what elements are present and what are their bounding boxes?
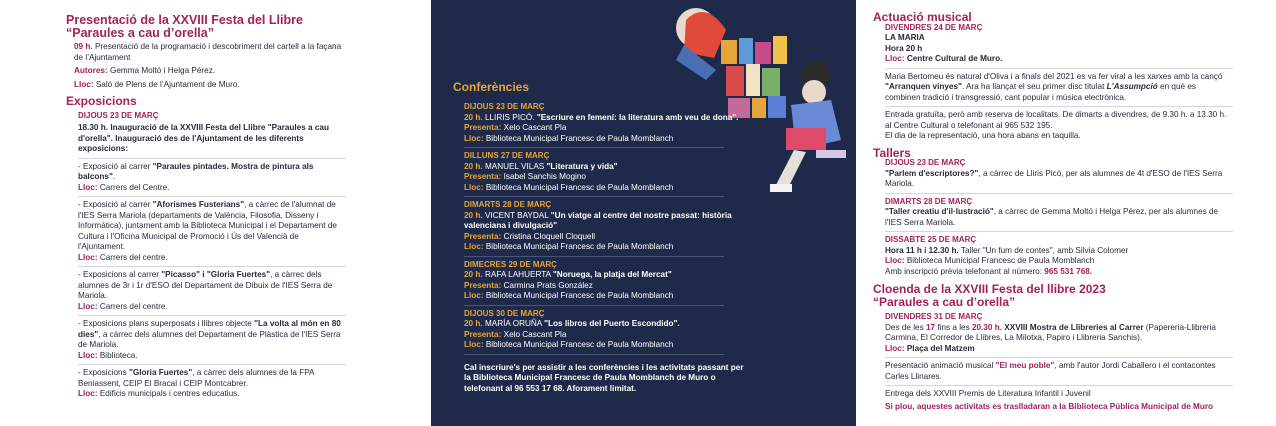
expo-item-lloc: Biblioteca. <box>99 350 138 360</box>
lloc-label: Lloc: <box>464 340 484 349</box>
conference-lloc: Biblioteca Municipal Francesc de Paula Momblanch <box>485 182 674 192</box>
cloenda-fair <box>885 323 1233 344</box>
conference-time: 20 h. <box>464 270 483 279</box>
conference-date: DIMECRES 29 DE MARÇ <box>464 259 557 269</box>
conference-talk <box>464 270 744 281</box>
expo-item-lloc: Carrers del Centre. <box>99 182 170 192</box>
music-description <box>885 72 1233 104</box>
music-date: DIVENDRES 24 DE MARÇ <box>885 22 983 32</box>
music-lloc: Centre Cultural de Muro. <box>906 54 1003 63</box>
left-column <box>66 14 346 400</box>
taller-date: DIMARTS 28 DE MARÇ <box>885 196 973 206</box>
divider <box>464 256 724 257</box>
music-album: L'Assumpció <box>1106 82 1158 91</box>
expo-item <box>78 368 346 389</box>
expo-item-pre: - Exposicions plans superposats i llibres objecte <box>78 319 255 328</box>
cloenda-subheading: “Paraules a cau d’orella” <box>873 295 1016 309</box>
conference-talk <box>464 113 744 124</box>
registration-note: Cal inscriure's per assistir a les conferències i les activitats passant per la Biblioteca Municipal Francesc de Paula Momblanch de Muro o telefonant al 96 553 17 68. Aforament limitat. <box>464 362 744 393</box>
expo-item-post: . <box>112 172 116 181</box>
conference-time: 20 h. <box>464 210 483 220</box>
expo-item-post: , a càrrec dels alumnes de la FPA Beniassent, CEIP El Bracal i CEIP Montcabrer. <box>78 368 315 388</box>
cloenda-show-title: "El meu poble" <box>995 361 1055 370</box>
divider <box>78 315 346 316</box>
conference-presenter: Xelo Cascant Pla <box>503 123 567 132</box>
conference-speaker: MARÍA ORUÑA <box>484 319 542 328</box>
taller-date: DIJOUS 23 DE MARÇ <box>885 158 966 167</box>
cloenda-heading: Cloenda de la XXVIII Festa del llibre 2023 <box>873 282 1106 296</box>
conference-title: "Un viatge al centre del nostre passat: història valenciana i divulgació" <box>464 210 732 230</box>
lloc-label: Lloc: <box>885 256 905 265</box>
taller-lloc: Biblioteca Municipal Francesc de Paula Momblanch <box>906 256 1095 265</box>
conference-talk <box>464 319 744 330</box>
divider <box>885 385 1233 386</box>
taller-date: DISSABTE 25 DE MARÇ <box>885 235 977 244</box>
expo-item-title: "Picasso" i "Gloria Fuertes" <box>161 270 271 279</box>
expo-item-lloc: Carrers del centre. <box>99 252 168 262</box>
taller-hour: Hora 11 h i 12.30 h. <box>885 245 959 255</box>
music-desc-a: Maria Bertomeu és natural d'Oliva i a finals del 2021 es va fer viral a les xarxes amb la cançó <box>885 71 1223 81</box>
presenter-label: Presenta: <box>464 123 502 132</box>
lloc-label: Lloc: <box>78 301 98 311</box>
music-desc-c: . Ara ha llançat el seu primer disc titulat <box>961 82 1107 91</box>
conference-speaker: VICENT BAYDAL <box>484 210 549 220</box>
conference-speaker: MANUEL VILAS <box>484 161 545 171</box>
taller-desc: Taller "Un fum de contes", amb Silvia Colomer <box>958 245 1129 255</box>
taller-desc: , a càrrec de Lliris Picó, per als alumnes de 4t d'ESO de l'IES Serra Mariola. <box>885 168 1223 188</box>
lloc-label: Lloc: <box>885 343 905 353</box>
music-box-office: El dia de la representació, una hora abans en taquilla. <box>885 131 1081 140</box>
divider <box>464 305 724 306</box>
music-heading: Actuació musical <box>873 10 972 24</box>
expo-item-post: , a càrrec dels alumnes del Departament de Plàstica de l'IES Serra de Mariola. <box>78 329 341 349</box>
cloenda-fair-title: XXVIII Mostra de Llibreries al Carrer <box>1002 322 1144 332</box>
cloenda-start: 17 <box>925 322 936 332</box>
divider <box>78 364 346 365</box>
conference-speaker: LLIRIS PICÓ. <box>484 112 535 122</box>
conference-presenter: Xelo Cascant Pla <box>503 329 567 339</box>
music-hour: Hora 20 h <box>885 43 923 53</box>
right-column <box>873 12 1233 412</box>
divider <box>885 231 1233 232</box>
expo-item-pre: - Exposició al carrer <box>78 200 153 209</box>
lloc-label: Lloc: <box>885 54 905 63</box>
conference-lloc: Biblioteca Municipal Francesc de Paula Momblanch <box>485 133 674 143</box>
cloenda-lloc: Plaça del Matzem <box>906 343 975 353</box>
presentation-desc: Presentació de la programació i descobriment del cartell a la façana de l’Ajuntament <box>74 42 342 62</box>
conference-item <box>464 260 744 306</box>
divider <box>885 68 1233 69</box>
presenter-label: Presenta: <box>464 329 502 339</box>
divider <box>464 354 724 355</box>
cloenda-end: 20.30 h. <box>971 322 1002 332</box>
conference-time: 20 h. <box>464 319 483 328</box>
conference-date: DILLUNS 27 DE MARÇ <box>464 151 550 160</box>
exposicions-heading: Exposicions <box>66 94 137 108</box>
cloenda-date: DIVENDRES 31 DE MARÇ <box>885 312 983 321</box>
taller-title: "Parlem d'escriptores?" <box>885 168 979 178</box>
expo-item <box>78 270 346 302</box>
lloc-label: Lloc: <box>464 133 484 143</box>
presenter-label: Presenta: <box>464 280 502 290</box>
lloc-label: Lloc: <box>464 291 484 300</box>
conference-presenter: Cristina Cloquell Cloquell <box>503 231 596 241</box>
presenter-label: Presenta: <box>464 172 502 181</box>
cloenda-text: , amb l'autor Jordi Caballero i el contacontes Carles Llinares. <box>885 361 1216 381</box>
expo-item-pre: - Exposicions <box>78 368 129 377</box>
divider <box>78 266 346 267</box>
rain-notice: Si plou, aquestes activitats es traslladaran a la Biblioteca Pública Municipal de Muro <box>885 401 1214 411</box>
conference-title: "Noruega, la platja del Mercat" <box>552 270 672 279</box>
expo-item-title: "La volta al món en 80 dies" <box>78 319 341 339</box>
presenter-label: Presenta: <box>464 231 502 241</box>
conference-date: DIMARTS 28 DE MARÇ <box>464 200 552 209</box>
lloc-label: Lloc: <box>78 350 98 360</box>
conference-speaker: RAFA LAHUERTA <box>484 270 551 279</box>
music-desc-e: en què es combinen tradició i transgressió, cant popular i música electrònica. <box>885 82 1196 102</box>
expo-item-lloc: Edificis municipals i centres educatius. <box>99 389 240 398</box>
conference-time: 20 h. <box>464 161 483 171</box>
cloenda-presentation <box>885 361 1233 382</box>
divider <box>885 193 1233 194</box>
expo-item-title: "Paraules pintades. Mostra de pintura als balcons" <box>78 161 314 181</box>
lloc-label: Lloc: <box>78 389 98 398</box>
expo-item <box>78 162 346 183</box>
conference-talk <box>464 162 744 173</box>
conference-title: "Escriure en femení: la literatura amb veu de dona". <box>536 112 739 122</box>
expo-item <box>78 200 346 253</box>
music-artist: LA MARIA <box>885 33 925 42</box>
expo-item-post: , a càrrec de l'alumnat de l'IES Serra Mariola (departaments de València, Filosofia, Disseny i Informàtica), juntament amb la Biblioteca Municipal i el Departament de Cultura i l'Oficina Municipal de Promoció i Ús del Valencià de l'Ajuntament. <box>78 200 337 251</box>
lloc-label: Lloc: <box>78 252 98 262</box>
autores-value: Gemma Moltó i Helga Pérez. <box>109 66 216 75</box>
lloc-label: Lloc: <box>464 242 484 251</box>
expo-intro: 18.30 h. Inauguració de la XXVIII Festa del Llibre "Paraules a cau d'orella". Inauguració des de l'Ajuntament de les diferents exposicions: <box>78 123 329 153</box>
expo-item-pre: - Exposició al carrer <box>78 161 153 171</box>
autores-label: Autores: <box>74 66 108 75</box>
conference-lloc: Biblioteca Municipal Francesc de Paula Momblanch <box>485 340 674 349</box>
expo-item-title: "Gloria Fuertes" <box>128 368 193 377</box>
divider <box>78 158 346 159</box>
music-song: "Arranquen vinyes" <box>885 82 962 91</box>
expo-item-title: "Aforismes Fusterians" <box>152 200 245 209</box>
divider <box>885 357 1233 358</box>
divider <box>78 196 346 197</box>
music-tickets: Entrada gratuïta, però amb reserva de localitats. De dimarts a divendres, de 9.30 h. a 13.30 h. al Centre Cultural o telefonant al 965 532 195. <box>885 110 1227 130</box>
conference-presenter: Isabel Sanchis Mogino <box>503 172 586 181</box>
lloc-label: Lloc: <box>464 182 484 192</box>
presentation-lloc <box>74 80 346 91</box>
taller-desc: , a càrrec de Gemma Moltó i Helga Pérez, per als alumnes de l'IES Serra Mariola. <box>885 207 1219 227</box>
taller-inscription: Amb inscripció prèvia telefonant al número: <box>885 266 1045 276</box>
conference-item <box>464 200 744 257</box>
lloc-label: Lloc: <box>78 182 98 192</box>
expo-item-post: , a càrrec dels alumnes de 3r i 1r d'ESO del Departament de Dibuix de l'IES Serra de Mariola. <box>78 270 333 300</box>
conferences-list <box>464 102 744 394</box>
taller-title: "Taller creatiu d'il·lustració" <box>885 207 994 216</box>
tallers-heading: Tallers <box>873 145 911 160</box>
presentation-text <box>74 42 346 63</box>
conference-title: "Literatura y vida" <box>546 161 618 171</box>
cloenda-text: fins a les <box>935 322 972 332</box>
conference-presenter: Carmina Prats González <box>503 280 593 290</box>
divider <box>885 106 1233 107</box>
conference-lloc: Biblioteca Municipal Francesc de Paula Momblanch <box>485 242 674 251</box>
festival-heading: Presentació de la XXVIII Festa del Llibre <box>66 13 303 27</box>
divider <box>464 147 724 148</box>
expo-date: DIJOUS 23 DE MARÇ <box>78 110 159 120</box>
conference-item <box>464 151 744 197</box>
lloc-label: Lloc: <box>74 79 94 89</box>
expo-item <box>78 319 346 351</box>
cloenda-text: Presentació animació musical <box>885 361 996 370</box>
expo-item-lloc: Carrers del centre. <box>99 301 168 311</box>
cloenda-text: Des de les <box>885 322 926 332</box>
conference-date: DIJOUS 30 DE MARÇ <box>464 308 545 318</box>
conference-lloc: Biblioteca Municipal Francesc de Paula Momblanch <box>485 291 674 300</box>
lloc-value: Saló de Plens de l’Ajuntament de Muro. <box>95 79 240 89</box>
conference-time: 20 h. <box>464 112 483 122</box>
conference-title: "Los libros del Puerto Escondido". <box>544 319 680 328</box>
expo-item-pre: - Exposicions al carrer <box>78 270 162 279</box>
cloenda-bookshops: (Papereria-Llibreria Carmina, El Corredor de Llibres, La Milotxa, Papiro i Llibreria Sanchis). <box>885 322 1216 342</box>
conferences-heading: Conferències <box>453 80 530 94</box>
festival-subheading: “Paraules a cau d’orella” <box>66 26 214 40</box>
cloenda-awards: Entrega dels XXVIII Premis de Literatura Infantil i Juvenil <box>885 389 1091 398</box>
taller-phone: 965 531 768. <box>1044 266 1093 276</box>
conference-item <box>464 309 744 355</box>
conferences-panel <box>431 0 856 426</box>
autores-line <box>74 66 346 77</box>
conference-talk <box>464 211 744 232</box>
conference-item <box>464 102 744 148</box>
divider <box>464 196 724 197</box>
conference-date: DIJOUS 23 DE MARÇ <box>464 102 545 111</box>
presentation-time: 09 h. <box>74 42 93 51</box>
